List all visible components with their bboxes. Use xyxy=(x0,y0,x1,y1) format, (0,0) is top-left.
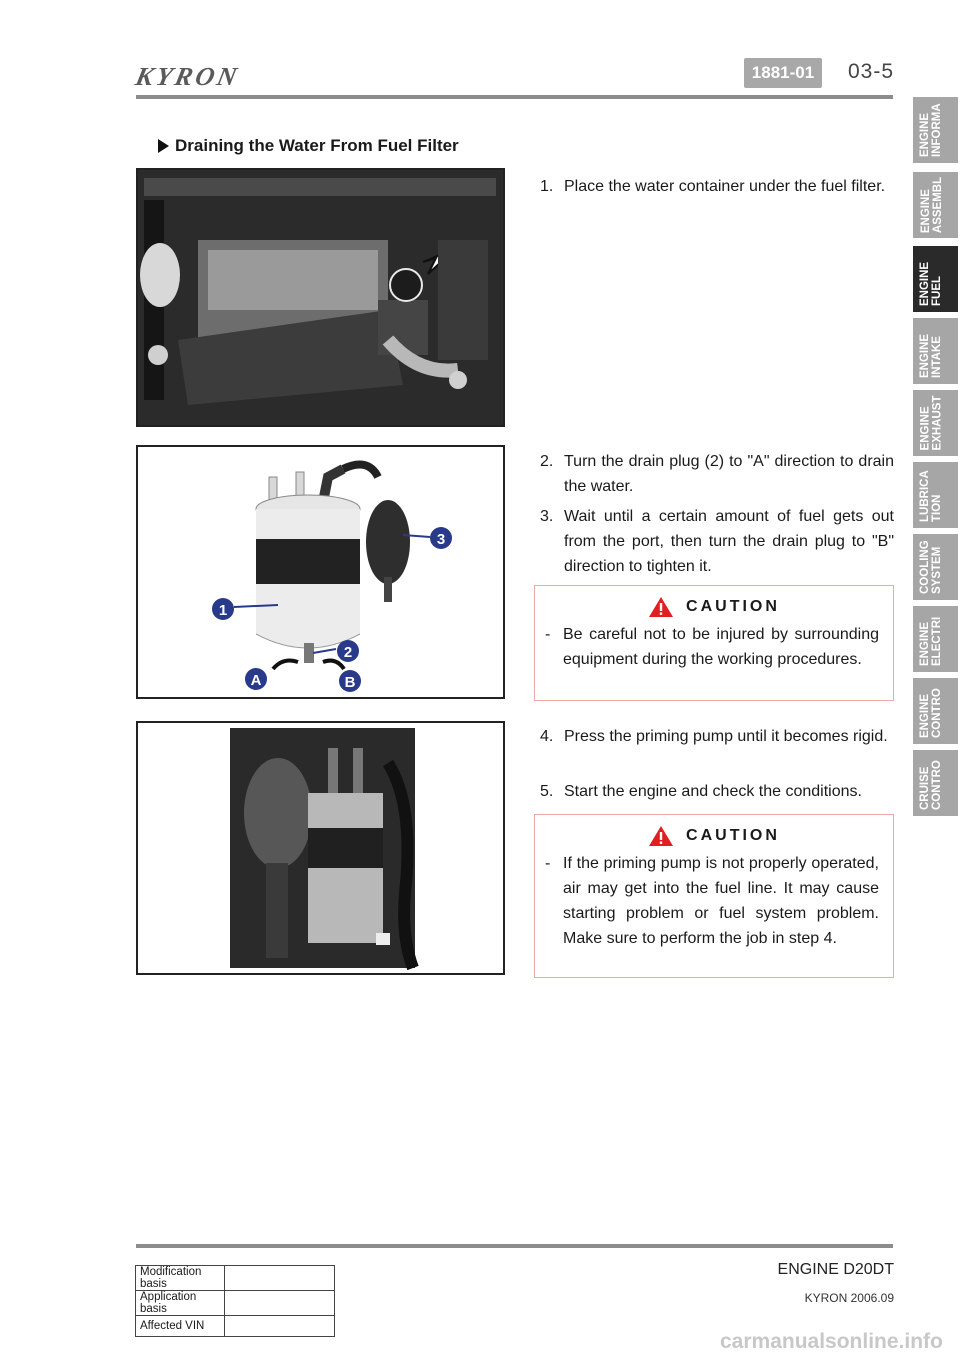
footer-rule xyxy=(136,1244,893,1248)
table-row xyxy=(136,1316,335,1337)
tab-label: ENGINE ASSEMBL xyxy=(920,176,945,234)
callout-A: A xyxy=(250,672,262,689)
tab-cooling-system[interactable] xyxy=(913,534,958,600)
step-text: Wait until a certain amount of fuel gets out from the port, then turn the drain plug to "B" direction to tighten it. xyxy=(564,508,894,575)
table-row xyxy=(136,1266,335,1291)
tab-lubrication[interactable] xyxy=(913,462,958,528)
fuel-filter-diagram xyxy=(136,445,505,699)
warning-icon xyxy=(648,825,674,847)
step-text: Start the engine and check the conditions. xyxy=(564,783,862,800)
table-cell-value xyxy=(225,1266,335,1291)
step-text: Turn the drain plug (2) to "A" direction to drain the water. xyxy=(564,453,894,495)
tab-label: ENGINE INTAKE xyxy=(919,333,943,378)
warning-icon xyxy=(648,596,674,618)
page-number: 03-5 xyxy=(848,60,895,83)
watermark: carmanualsonline.info xyxy=(720,1330,943,1353)
caution-dash: - xyxy=(545,626,551,643)
callout-1: 1 xyxy=(218,602,228,619)
caution-text: Be careful not to be injured by surrounding equipment during the working procedures. xyxy=(563,626,879,668)
caution-title: CAUTION xyxy=(686,598,780,615)
step-number: 5. xyxy=(540,783,554,800)
step-text: Press the priming pump until it becomes rigid. xyxy=(564,728,888,745)
tab-engine-electrical[interactable] xyxy=(913,606,958,672)
caution-dash: - xyxy=(545,855,551,872)
step-number: 1. xyxy=(540,178,554,195)
header-rule xyxy=(136,95,893,99)
step-number: 2. xyxy=(540,453,554,470)
tab-engine-control[interactable] xyxy=(913,678,958,744)
priming-pump-photo xyxy=(136,721,505,975)
engine-bay-photo xyxy=(136,168,505,427)
table-cell-label: Modification basis xyxy=(136,1266,225,1291)
tab-label: ENGINE CONTRO xyxy=(919,688,943,738)
caution-heading xyxy=(535,596,893,618)
section-title xyxy=(158,136,459,156)
triangle-bullet-icon xyxy=(158,139,169,153)
callout-3: 3 xyxy=(436,531,446,548)
section-code-badge: 1881-01 xyxy=(744,58,822,88)
tab-engine-assembly[interactable] xyxy=(913,172,958,238)
step-number: 4. xyxy=(540,728,554,745)
tab-label: ENGINE INFORMA xyxy=(919,103,943,157)
table-cell-value xyxy=(225,1291,335,1316)
caution-heading xyxy=(535,825,893,847)
caution-title: CAUTION xyxy=(686,827,780,844)
caution-box-2 xyxy=(534,814,894,978)
step-4 xyxy=(540,724,894,749)
caution-text: If the priming pump is not properly operated, air may get into the fuel line. It may cause starting problem or fuel system problem. Make sure to perform the job in step 4. xyxy=(563,855,879,947)
tab-label: COOLING SYSTEM xyxy=(919,540,943,594)
step-number: 3. xyxy=(540,508,554,525)
table-cell-label: Application basis xyxy=(136,1291,225,1316)
table-row xyxy=(136,1291,335,1316)
tab-engine-fuel[interactable] xyxy=(913,246,958,312)
tab-engine-intake[interactable] xyxy=(913,318,958,384)
tab-label: ENGINE ELECTRI xyxy=(919,616,943,666)
section-title-text: Draining the Water From Fuel Filter xyxy=(175,136,459,155)
step-2 xyxy=(540,449,894,499)
caution-box-1 xyxy=(534,585,894,701)
table-cell-value xyxy=(225,1316,335,1337)
footer-engine: ENGINE D20DT xyxy=(777,1261,894,1278)
table-cell-label: Affected VIN xyxy=(136,1316,225,1337)
step-text: Place the water container under the fuel filter. xyxy=(564,178,886,195)
kyron-logo: KYRON xyxy=(133,62,243,91)
tab-engine-information[interactable] xyxy=(913,97,958,163)
tab-cruise-control[interactable] xyxy=(913,750,958,816)
step-1 xyxy=(540,174,894,199)
step-3 xyxy=(540,504,894,579)
footer-model: KYRON 2006.09 xyxy=(804,1291,894,1305)
tab-label: ENGINE EXHAUST xyxy=(919,395,944,451)
tab-engine-exhaust[interactable] xyxy=(913,390,958,456)
modification-table xyxy=(135,1265,335,1337)
step-5 xyxy=(540,779,894,804)
callout-2: 2 xyxy=(343,644,353,661)
tab-label: LUBRICA TION xyxy=(919,470,943,522)
tab-label: ENGINE FUEL xyxy=(919,261,943,306)
tab-label: CRUISE CONTRO xyxy=(919,760,943,810)
callout-B: B xyxy=(344,674,356,691)
